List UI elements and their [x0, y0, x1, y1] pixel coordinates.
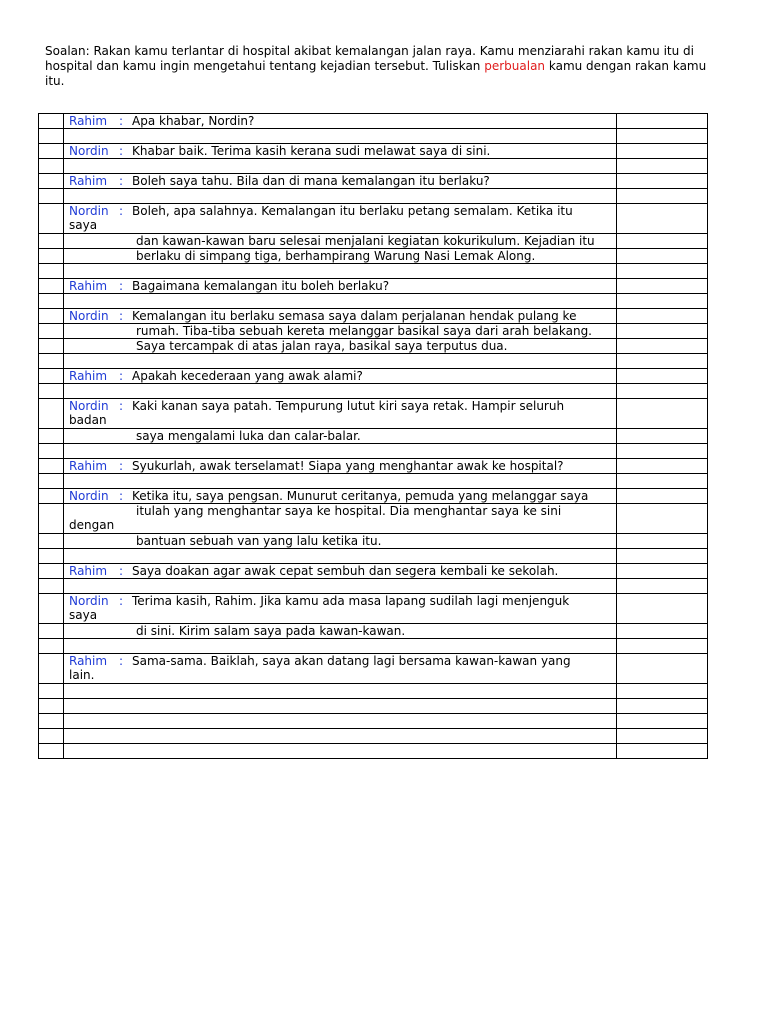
speaker-separator: : [119, 369, 124, 383]
note-cell [617, 279, 708, 294]
speaker-separator: : [119, 399, 124, 413]
dialogue-cell [64, 654, 617, 684]
note-cell [617, 504, 708, 534]
note-cell [617, 114, 708, 129]
row-number-cell [39, 174, 64, 189]
dialogue-continuation: rumah. Tiba-tiba sebuah kereta melanggar basikal saya dari arah belakang. [136, 324, 592, 338]
speaker-name: Rahim [69, 369, 108, 383]
row-number-cell [39, 324, 64, 339]
dialogue-text: Boleh saya tahu. Bila dan di mana kemalangan itu berlaku? [132, 174, 490, 188]
table-row [39, 654, 708, 684]
speaker-separator: : [119, 459, 124, 473]
row-number-cell [39, 699, 64, 714]
dialogue-cell [64, 324, 617, 339]
dialogue-cell [64, 384, 617, 399]
table-row [39, 264, 708, 279]
dialogue-cell [64, 204, 617, 234]
row-number-cell [39, 159, 64, 174]
note-cell [617, 639, 708, 654]
note-cell [617, 459, 708, 474]
dialogue-cell [64, 444, 617, 459]
note-cell [617, 189, 708, 204]
table-row [39, 474, 708, 489]
note-cell [617, 294, 708, 309]
speaker-separator: : [119, 309, 124, 323]
dialogue-continuation: Saya tercampak di atas jalan raya, basikal saya terputus dua. [136, 339, 508, 353]
note-cell [617, 534, 708, 549]
speaker-name: Rahim [69, 279, 108, 293]
table-row [39, 744, 708, 759]
speaker-separator: : [119, 489, 124, 503]
table-row [39, 384, 708, 399]
dialogue-cell [64, 339, 617, 354]
table-row [39, 294, 708, 309]
row-number-cell [39, 369, 64, 384]
speaker-separator: : [119, 144, 124, 158]
table-row [39, 129, 708, 144]
row-number-cell [39, 624, 64, 639]
speaker-name: Rahim [69, 654, 108, 668]
note-cell [617, 624, 708, 639]
dialogue-cell [64, 684, 617, 699]
dialogue-text: Apakah kecederaan yang awak alami? [132, 369, 363, 383]
dialogue-cell [64, 279, 617, 294]
dialogue-text: Ketika itu, saya pengsan. Munurut ceritanya, pemuda yang melanggar saya [132, 489, 589, 503]
dialogue-cell [64, 459, 617, 474]
note-cell [617, 579, 708, 594]
table-row [39, 549, 708, 564]
note-cell [617, 699, 708, 714]
row-number-cell [39, 114, 64, 129]
note-cell [617, 204, 708, 234]
dialogue-text: Kaki kanan saya patah. Tempurung lutut kiri saya retak. Hampir seluruh [132, 399, 565, 413]
row-number-cell [39, 144, 64, 159]
table-row [39, 159, 708, 174]
dialogue-wrap: dengan [69, 518, 115, 532]
speaker-name: Nordin [69, 204, 109, 218]
row-number-cell [39, 294, 64, 309]
dialogue-text: Apa khabar, Nordin? [132, 114, 255, 128]
note-cell [617, 654, 708, 684]
table-row [39, 729, 708, 744]
speaker-separator: : [119, 594, 124, 608]
question-highlight: perbualan [484, 59, 546, 73]
table-row [39, 699, 708, 714]
dialogue-wrap: lain. [69, 668, 95, 682]
table-row [39, 114, 708, 129]
dialogue-cell [64, 729, 617, 744]
dialogue-cell [64, 429, 617, 444]
note-cell [617, 564, 708, 579]
row-number-cell [39, 579, 64, 594]
speaker-name: Nordin [69, 399, 109, 413]
dialogue-text: Syukurlah, awak terselamat! Siapa yang menghantar awak ke hospital? [132, 459, 564, 473]
table-row [39, 489, 708, 504]
dialogue-cell [64, 504, 617, 534]
note-cell [617, 399, 708, 429]
note-cell [617, 594, 708, 624]
dialogue-cell [64, 354, 617, 369]
note-cell [617, 729, 708, 744]
dialogue-continuation: saya mengalami luka dan calar-balar. [136, 429, 361, 443]
dialogue-continuation: berlaku di simpang tiga, berhampirang Warung Nasi Lemak Along. [136, 249, 536, 263]
table-row [39, 444, 708, 459]
note-cell [617, 549, 708, 564]
dialogue-cell [64, 714, 617, 729]
table-row [39, 234, 708, 249]
table-row [39, 249, 708, 264]
note-cell [617, 474, 708, 489]
note-cell [617, 324, 708, 339]
dialogue-cell [64, 369, 617, 384]
table-row [39, 144, 708, 159]
dialogue-cell [64, 234, 617, 249]
table-row [39, 324, 708, 339]
note-cell [617, 489, 708, 504]
dialogue-wrap: saya [69, 218, 98, 232]
row-number-cell [39, 279, 64, 294]
row-number-cell [39, 594, 64, 624]
speaker-separator: : [119, 564, 124, 578]
dialogue-cell [64, 474, 617, 489]
row-number-cell [39, 399, 64, 429]
table-row [39, 369, 708, 384]
table-row [39, 504, 708, 534]
dialogue-wrap: saya [69, 608, 98, 622]
row-number-cell [39, 264, 64, 279]
note-cell [617, 129, 708, 144]
row-number-cell [39, 744, 64, 759]
row-number-cell [39, 204, 64, 234]
row-number-cell [39, 729, 64, 744]
note-cell [617, 444, 708, 459]
table-row [39, 339, 708, 354]
note-cell [617, 384, 708, 399]
dialogue-text: Boleh, apa salahnya. Kemalangan itu berlaku petang semalam. Ketika itu [132, 204, 573, 218]
row-number-cell [39, 549, 64, 564]
dialogue-cell [64, 549, 617, 564]
table-row [39, 534, 708, 549]
speaker-separator: : [119, 279, 124, 293]
note-cell [617, 354, 708, 369]
row-number-cell [39, 354, 64, 369]
row-number-cell [39, 684, 64, 699]
row-number-cell [39, 189, 64, 204]
dialogue-cell [64, 699, 617, 714]
row-number-cell [39, 714, 64, 729]
dialogue-text: Bagaimana kemalangan itu boleh berlaku? [132, 279, 390, 293]
dialogue-cell [64, 624, 617, 639]
dialogue-cell [64, 579, 617, 594]
note-cell [617, 339, 708, 354]
speaker-name: Rahim [69, 114, 108, 128]
speaker-separator: : [119, 204, 124, 218]
note-cell [617, 369, 708, 384]
table-row [39, 174, 708, 189]
table-row [39, 354, 708, 369]
dialogue-cell [64, 129, 617, 144]
dialogue-cell [64, 594, 617, 624]
dialogue-cell [64, 399, 617, 429]
dialogue-wrap: badan [69, 413, 107, 427]
speaker-name: Nordin [69, 594, 109, 608]
dialogue-cell [64, 189, 617, 204]
row-number-cell [39, 504, 64, 534]
table-row [39, 189, 708, 204]
note-cell [617, 429, 708, 444]
dialogue-cell [64, 264, 617, 279]
row-number-cell [39, 639, 64, 654]
row-number-cell [39, 444, 64, 459]
question-text: Soalan: Rakan kamu terlantar di hospital akibat kemalangan jalan raya. Kamu menziarahi rakan kamu itu di hospital dan kamu ingin mengetahui tentang kejadian tersebut. Tuliskan [45, 44, 695, 73]
speaker-name: Rahim [69, 459, 108, 473]
note-cell [617, 714, 708, 729]
table-row [39, 309, 708, 324]
speaker-name: Nordin [69, 489, 109, 503]
dialogue-cell [64, 174, 617, 189]
note-cell [617, 309, 708, 324]
dialogue-cell [64, 744, 617, 759]
dialogue-text: Terima kasih, Rahim. Jika kamu ada masa lapang sudilah lagi menjenguk [132, 594, 570, 608]
table-row [39, 594, 708, 624]
dialogue-continuation: di sini. Kirim salam saya pada kawan-kawan. [136, 624, 406, 638]
row-number-cell [39, 339, 64, 354]
row-number-cell [39, 654, 64, 684]
row-number-cell [39, 534, 64, 549]
speaker-separator: : [119, 114, 124, 128]
table-row [39, 564, 708, 579]
dialogue-continuation: dan kawan-kawan baru selesai menjalani kegiatan kokurikulum. Kejadian itu [136, 234, 595, 248]
row-number-cell [39, 429, 64, 444]
speaker-separator: : [119, 654, 124, 668]
dialogue-cell [64, 489, 617, 504]
note-cell [617, 684, 708, 699]
row-number-cell [39, 309, 64, 324]
dialogue-text: Khabar baik. Terima kasih kerana sudi melawat saya di sini. [132, 144, 491, 158]
note-cell [617, 234, 708, 249]
speaker-name: Nordin [69, 144, 109, 158]
note-cell [617, 264, 708, 279]
note-cell [617, 174, 708, 189]
table-row [39, 399, 708, 429]
dialogue-cell [64, 159, 617, 174]
dialogue-continuation: itulah yang menghantar saya ke hospital. Dia menghantar saya ke sini [136, 504, 562, 518]
row-number-cell [39, 129, 64, 144]
table-row [39, 714, 708, 729]
speaker-name: Nordin [69, 309, 109, 323]
row-number-cell [39, 384, 64, 399]
dialogue-table [38, 113, 708, 759]
note-cell [617, 144, 708, 159]
table-row [39, 579, 708, 594]
table-row [39, 429, 708, 444]
dialogue-cell [64, 249, 617, 264]
row-number-cell [39, 564, 64, 579]
dialogue-text: Kemalangan itu berlaku semasa saya dalam perjalanan hendak pulang ke [132, 309, 577, 323]
dialogue-cell [64, 564, 617, 579]
note-cell [617, 159, 708, 174]
table-row [39, 639, 708, 654]
speaker-name: Rahim [69, 174, 108, 188]
dialogue-text: Saya doakan agar awak cepat sembuh dan segera kembali ke sekolah. [132, 564, 559, 578]
speaker-separator: : [119, 174, 124, 188]
dialogue-cell [64, 114, 617, 129]
table-row [39, 204, 708, 234]
note-cell [617, 249, 708, 264]
question-text-end: kamu dengan rakan kamu itu. [45, 59, 707, 88]
row-number-cell [39, 489, 64, 504]
dialogue-cell [64, 639, 617, 654]
table-row [39, 459, 708, 474]
dialogue-cell [64, 294, 617, 309]
table-row [39, 624, 708, 639]
table-row [39, 684, 708, 699]
row-number-cell [39, 234, 64, 249]
table-row [39, 279, 708, 294]
speaker-name: Rahim [69, 564, 108, 578]
row-number-cell [39, 459, 64, 474]
row-number-cell [39, 249, 64, 264]
dialogue-cell [64, 144, 617, 159]
dialogue-cell [64, 534, 617, 549]
dialogue-text: Sama-sama. Baiklah, saya akan datang lagi bersama kawan-kawan yang [132, 654, 571, 668]
dialogue-continuation: bantuan sebuah van yang lalu ketika itu. [136, 534, 382, 548]
dialogue-cell [64, 309, 617, 324]
row-number-cell [39, 474, 64, 489]
note-cell [617, 744, 708, 759]
question-prompt [45, 44, 725, 89]
